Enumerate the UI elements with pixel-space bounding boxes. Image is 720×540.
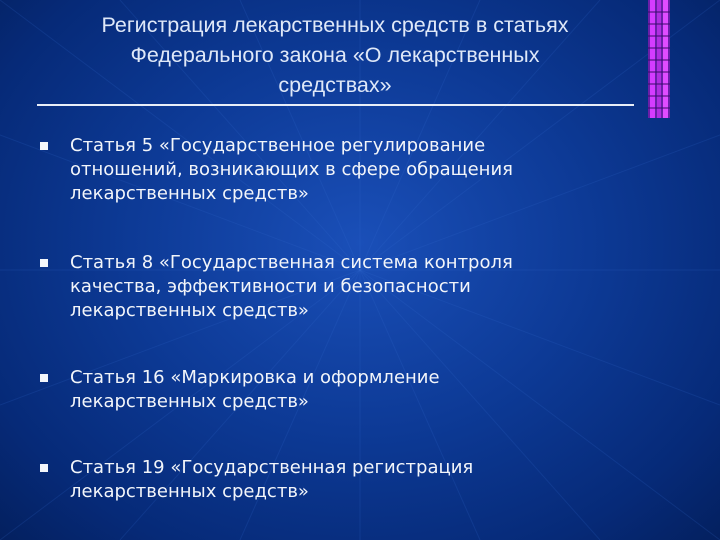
list-item-text — [70, 251, 630, 323]
list-item-line: лекарственных средств» — [70, 300, 309, 321]
list-item-text — [70, 366, 630, 414]
title-line: Федерального закона «О лекарственных — [130, 43, 540, 67]
list-item-line: Статья 19 «Государственная регистрация — [70, 457, 474, 478]
square-bullet-icon — [40, 259, 48, 267]
list-item-line: Статья 16 «Маркировка и оформление — [70, 367, 440, 388]
title-line: средствах» — [278, 73, 392, 97]
title-line: Регистрация лекарственных средств в статьях — [101, 13, 569, 37]
list-item-line: лекарственных средств» — [70, 183, 309, 204]
list-item-line: лекарственных средств» — [70, 481, 309, 502]
list-item-text — [70, 134, 630, 206]
list-item-line: качества, эффективности и безопасности — [70, 276, 471, 297]
title-divider — [37, 104, 634, 106]
list-item-line: Статья 5 «Государственное регулирование — [70, 135, 486, 156]
list-item-text — [70, 456, 630, 504]
slide-title — [40, 10, 630, 100]
square-bullet-icon — [40, 374, 48, 382]
list-item-line: отношений, возникающих в сфере обращения — [70, 159, 513, 180]
list-item-line: лекарственных средств» — [70, 391, 309, 412]
decorative-stripes — [648, 0, 670, 118]
square-bullet-icon — [40, 464, 48, 472]
list-item-line: Статья 8 «Государственная система контроля — [70, 252, 513, 273]
square-bullet-icon — [40, 142, 48, 150]
